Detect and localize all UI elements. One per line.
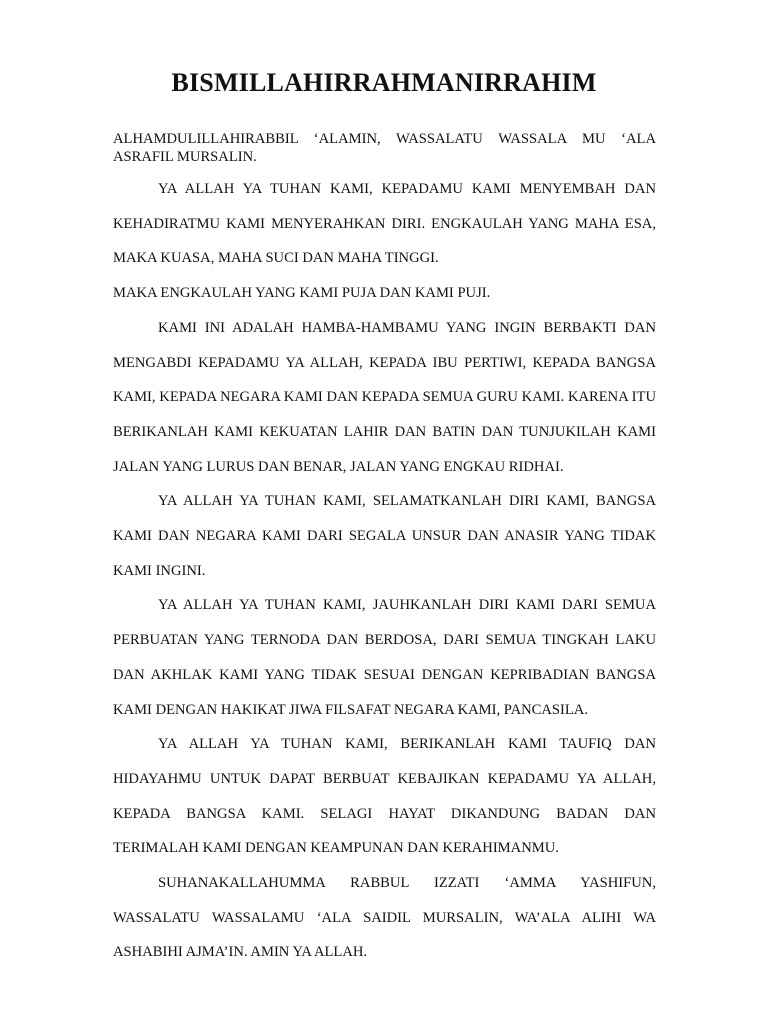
paragraph: KAMI INI ADALAH HAMBA-HAMBAMU YANG INGIN BERBAKTI DAN MENGABDI KEPADAMU YA ALLAH, KEPADA IBU PERTIWI, KEPADA BANGSA KAMI, KEPADA NEGARA KAMI DAN KEPADA SEMUA GURU KAMI. KARENA ITU BERIKANLAH KAMI KEKUATAN LAHIR DAN BATIN DAN TUNJUKILAH KAMI JALAN YANG LURUS DAN BENAR, JALAN YANG ENGKAU RIDHAI. <box>113 319 656 475</box>
prayer-body <box>113 172 656 970</box>
opening-paragraph: ALHAMDULILLAHIRABBIL ‘ALAMIN, WASSALATU WASSALA MU ‘ALA ASRAFIL MURSALIN. <box>113 131 656 165</box>
paragraph: YA ALLAH YA TUHAN KAMI, BERIKANLAH KAMI TAUFIQ DAN HIDAYAHMU UNTUK DAPAT BERBUAT KEBAJIKAN KEPADAMU YA ALLAH, KEPADA BANGSA KAMI. SELAGI HAYAT DIKANDUNG BADAN DAN TERIMALAH KAMI DENGAN KEAMPUNAN DAN KERAHIMANMU. <box>113 736 656 857</box>
paragraph: YA ALLAH YA TUHAN KAMI, KEPADAMU KAMI MENYEMBAH DAN KEHADIRATMU KAMI MENYERAHKAN DIRI. ENGKAULAH YANG MAHA ESA, MAKA KUASA, MAHA SUCI DAN MAHA TINGGI. <box>113 181 656 267</box>
paragraph: MAKA ENGKAULAH YANG KAMI PUJA DAN KAMI PUJI. <box>113 285 491 302</box>
document-title: BISMILLAHIRRAHMANIRRAHIM <box>171 68 597 97</box>
paragraph: YA ALLAH YA TUHAN KAMI, JAUHKANLAH DIRI KAMI DARI SEMUA PERBUATAN YANG TERNODA DAN BERDOSA, DARI SEMUA TINGKAH LAKU DAN AKHLAK KAMI YANG TIDAK SESUAI DENGAN KEPRIBADIAN BANGSA KAMI DENGAN HAKIKAT JIWA FILSAFAT NEGARA KAMI, PANCASILA. <box>113 597 656 718</box>
paragraph: SUHANAKALLAHUMMA RABBUL IZZATI ‘AMMA YASHIFUN, WASSALATU WASSALAMU ‘ALA SAIDIL MURSALIN, WA’ALA ALIHI WA ASHABIHI AJMA’IN. AMIN YA ALLAH. <box>113 875 656 961</box>
paragraph: YA ALLAH YA TUHAN KAMI, SELAMATKANLAH DIRI KAMI, BANGSA KAMI DAN NEGARA KAMI DARI SEGALA UNSUR DAN ANASIR YANG TIDAK KAMI INGINI. <box>113 493 656 579</box>
